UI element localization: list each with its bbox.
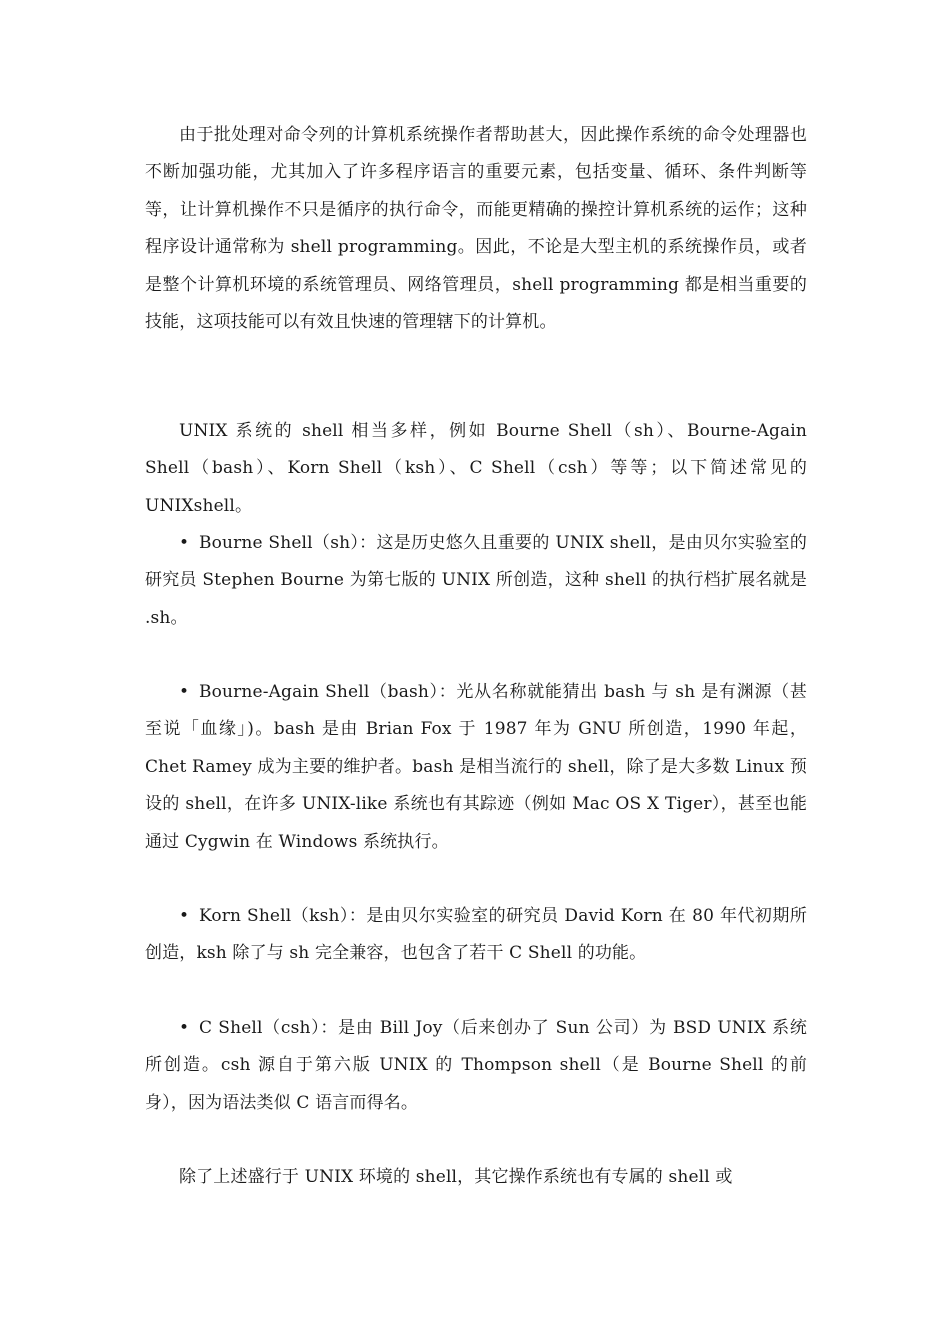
bullet-icon: •: [179, 533, 190, 553]
bullet-item-c-shell: [145, 1010, 807, 1122]
bullet-item-korn-shell: [145, 898, 807, 973]
bullet-text: C Shell（csh）：是由 Bill Joy（后来创办了 Sun 公司）为 BSD UNIX 系统所创造。csh 源自于第六版 UNIX 的 Thompson shell（是 Bourne Shell 的前身），因为语法类似 C 语言而得名。: [145, 1018, 807, 1113]
bullet-icon: •: [179, 682, 190, 702]
paragraph-unix-shells-intro: UNIX 系统的 shell 相当多样，例如 Bourne Shell（sh）、Bourne-Again Shell（bash）、Korn Shell（ksh）、C Shell（csh）等等；以下简述常见的 UNIXshell。: [145, 421, 807, 516]
bullet-text: Korn Shell（ksh）：是由贝尔实验室的研究员 David Korn 在 80 年代初期所创造，ksh 除了与 sh 完全兼容，也包含了若干 C Shell 的功能。: [145, 906, 807, 964]
bullet-text: Bourne-Again Shell（bash）：光从名称就能猜出 bash 与 sh 是有渊源（甚至说「血缘」)。bash 是由 Brian Fox 于 1987 年为 GNU 所创造，1990 年起，Chet Ramey 成为主要的维护者。bash 是相当流行的 shell，除了是大多数 Linux 预设的 shell，在许多 UNIX-like 系统也有其踪迹（例如 Mac OS X Tiger），甚至也能通过 Cygwin 在 Windows 系统执行。: [145, 682, 807, 852]
paragraph-batch-processing: 由于批处理对命令列的计算机系统操作者帮助甚大，因此操作系统的命令处理器也不断加强功能，尤其加入了许多程序语言的重要元素，包括变量、循环、条件判断等等，让计算机操作不只是循序的执行命令，而能更精确的操控计算机系统的运作；这种程序设计通常称为 shell programming。因此，不论是大型主机的系统操作员，或者是整个计算机环境的系统管理员、网络管理员，shell programming 都是相当重要的技能，这项技能可以有效且快速的管理辖下的计算机。: [145, 125, 807, 333]
paragraph-other-shells: 除了上述盛行于 UNIX 环境的 shell，其它操作系统也有专属的 shell 或: [179, 1167, 733, 1187]
bullet-item-bash: [145, 674, 807, 861]
bullet-icon: •: [179, 1018, 190, 1038]
bullet-item-bourne-shell: [145, 525, 807, 637]
bullet-text: Bourne Shell（sh）：这是历史悠久且重要的 UNIX shell，是由贝尔实验室的研究员 Stephen Bourne 为第七版的 UNIX 所创造，这种 shell 的执行档扩展名就是 .sh。: [145, 533, 807, 628]
bullet-icon: •: [179, 906, 190, 926]
